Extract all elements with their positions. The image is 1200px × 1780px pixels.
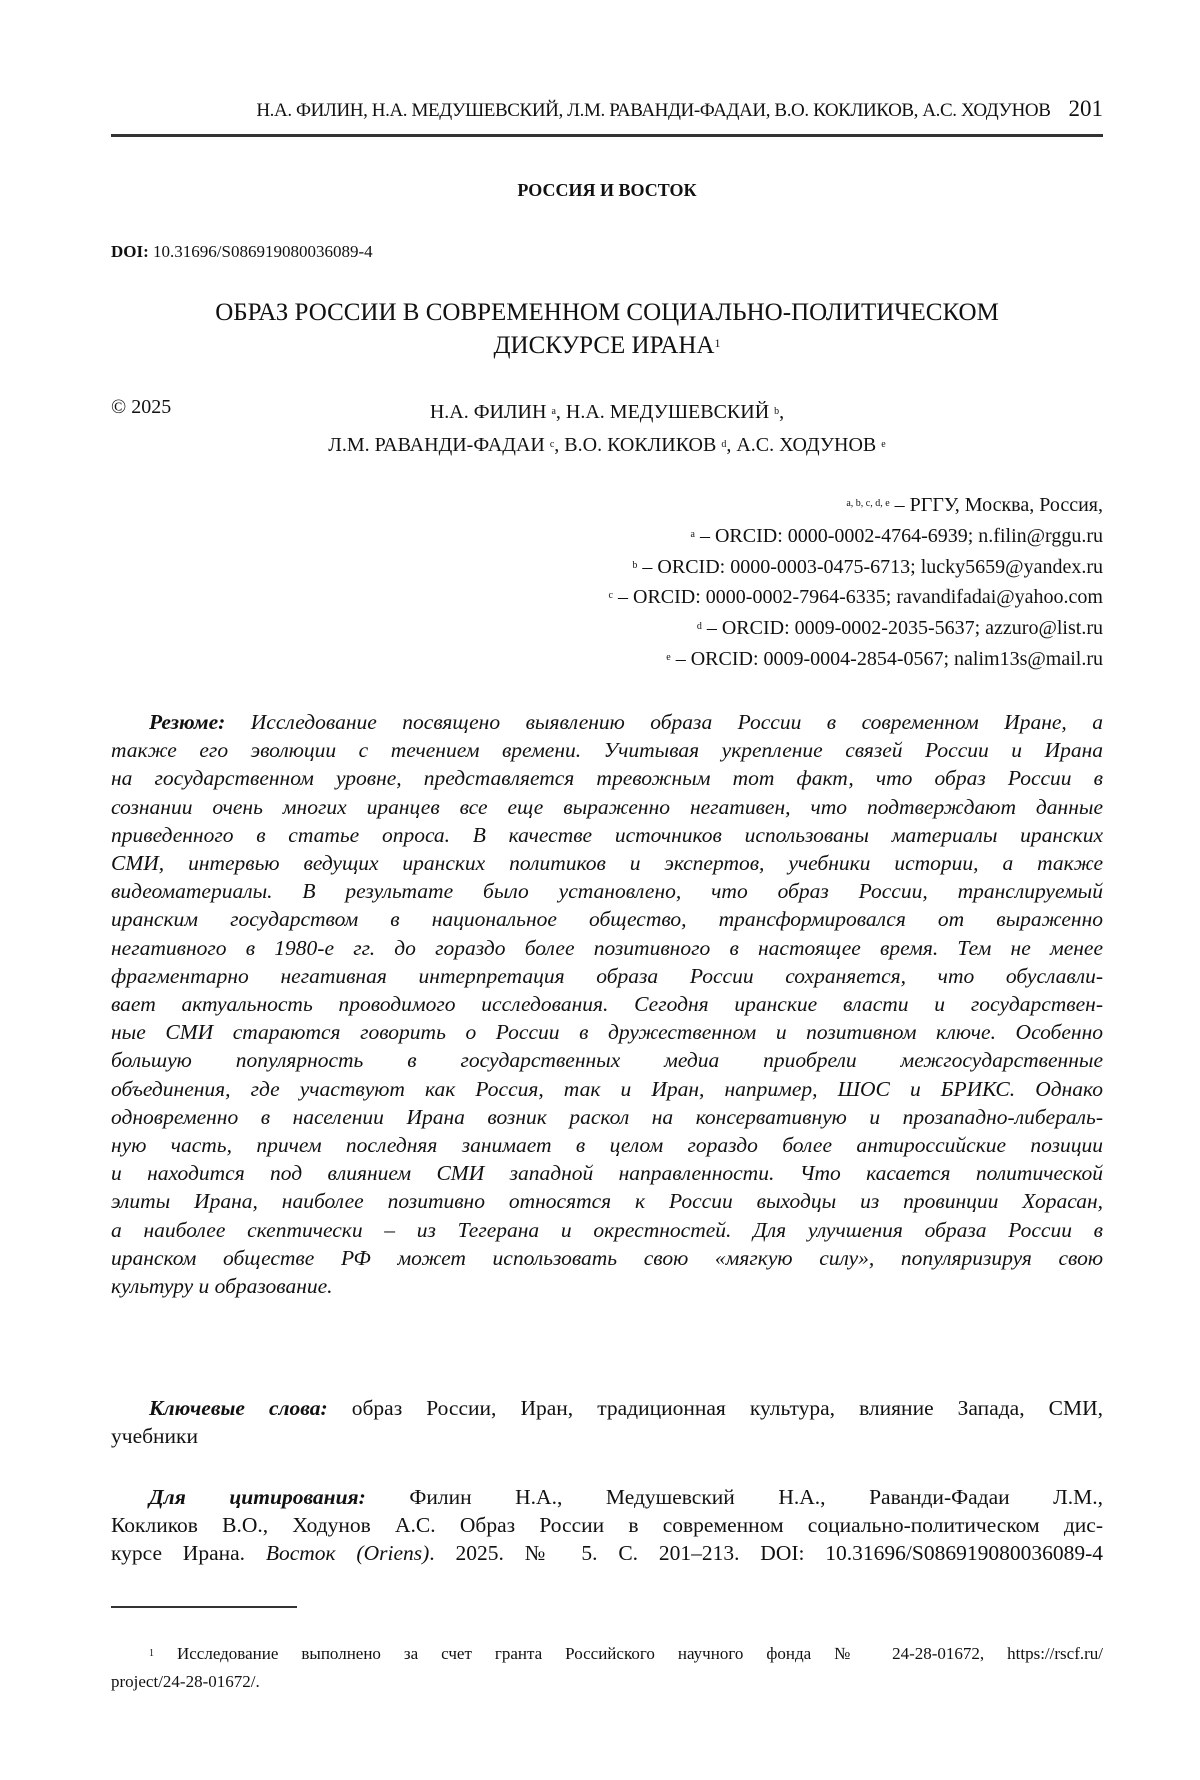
abstract-line: на государственном уровне, представляется тревожным тот факт, что образ России в (111, 764, 1103, 792)
author: Л.М. РАВАНДИ-ФАДАИ (328, 434, 545, 456)
abstract-line: иранском обществе РФ может использовать свою «мягкую силу», популяризируя свою (111, 1244, 1103, 1272)
affiliation-line (609, 552, 1103, 583)
abstract-line: вает актуальность проводимого исследования. Сегодня иранские власти и государствен- (111, 990, 1103, 1018)
footnote-rule (111, 1606, 297, 1608)
abstract-line: объединения, где участвуют как Россия, так и Иран, например, ШОС и БРИКС. Однако (111, 1075, 1103, 1103)
abstract-line: негативного в 1980-е гг. до гораздо более позитивного в настоящее время. Тем не менее (111, 934, 1103, 962)
affiliation-text: – ORCID: 0009-0004-2854-0567; nalim13s@mail.ru (676, 648, 1103, 670)
footnote (111, 1640, 1103, 1696)
abstract-line: видеоматериалы. В результате было установлено, что образ России, транслируемый (111, 877, 1103, 905)
title-line: ДИСКУРСЕ ИРАНА (494, 332, 715, 359)
affiliation-line (609, 582, 1103, 613)
author: А.С. ХОДУНОВ (736, 434, 876, 456)
citation (111, 1483, 1103, 1568)
copyright: © 2025 (111, 396, 171, 419)
abstract-line: и находится под влиянием СМИ западной направленности. Что касается политической (111, 1159, 1103, 1187)
affiliation-line (609, 490, 1103, 521)
affiliation-text: – ORCID: 0000-0003-0475-6713; lucky5659@yandex.ru (642, 556, 1103, 578)
abstract-label: Резюме: (149, 710, 225, 734)
author: Н.А. МЕДУШЕВСКИЙ (566, 401, 769, 423)
author: В.О. КОКЛИКОВ (564, 434, 716, 456)
footnote-mark: 1 (149, 1648, 154, 1659)
footnote-line[interactable]: project/24-28-01672/. (111, 1668, 1103, 1696)
citation-line (111, 1483, 1103, 1511)
abstract-line: ную часть, причем последняя занимает в целом гораздо более антироссийские позиции (111, 1131, 1103, 1159)
abstract-line: также его эволюции с течением времени. Учитывая укрепление связей России и Ирана (111, 736, 1103, 764)
keywords-line (111, 1394, 1103, 1422)
author-mark: b (774, 406, 779, 417)
author: Н.А. ФИЛИН (430, 401, 547, 423)
abstract-line: СМИ, интервью ведущих иранских политиков и экспертов, учебники истории, а также (111, 849, 1103, 877)
keywords-line: учебники (111, 1422, 1103, 1450)
citation-line: Кокликов В.О., Ходунов А.С. Образ России в современном социально-политическом дис- (111, 1511, 1103, 1539)
affiliation-mark: a (691, 529, 695, 540)
affiliation-line (609, 644, 1103, 675)
citation-text: Филин Н.А., Медушевский Н.А., Раванди-Фадаи Л.М., (366, 1485, 1103, 1509)
citation-text: курсе Ирана. (111, 1541, 266, 1565)
abstract-line: сознании очень многих иранцев все еще выраженно негативен, что подтверждают данные (111, 793, 1103, 821)
keywords-label: Ключевые слова: (149, 1396, 328, 1420)
abstract-line: а наиболее скептически – из Тегерана и окрестностей. Для улучшения образа России в (111, 1216, 1103, 1244)
authors: Н.А. ФИЛИН a, Н.А. МЕДУШЕВСКИЙ b, Л.М. РАВАНДИ-ФАДАИ c, В.О. КОКЛИКОВ d, А.С. ХОДУНОВ e (111, 396, 1103, 462)
doi-label: DOI: (111, 242, 149, 261)
affiliation-mark: e (666, 652, 670, 663)
footnote-mark[interactable]: 1 (714, 336, 720, 350)
article-title (111, 296, 1103, 362)
doi (111, 242, 373, 262)
citation-label: Для цитирования: (149, 1485, 366, 1509)
title-line: ОБРАЗ РОССИИ В СОВРЕМЕННОМ СОЦИАЛЬНО-ПОЛИТИЧЕСКОМ (111, 296, 1103, 329)
abstract-line: культуру и образование. (111, 1272, 1103, 1300)
affiliation-text: – ORCID: 0000-0002-7964-6335; ravandifadai@yahoo.com (618, 586, 1103, 608)
author-mark: e (881, 439, 885, 450)
abstract-line: одновременно в населении Ирана возник раскол на консервативную и прозападно-либераль- (111, 1103, 1103, 1131)
abstract-line: приведенного в статье опроса. В качестве источников использованы материалы иранских (111, 821, 1103, 849)
affiliation-mark: c (609, 590, 613, 601)
section-title: РОССИЯ И ВОСТОК (111, 180, 1103, 201)
author-mark: c (550, 439, 554, 450)
journal-name: Восток (Oriens) (266, 1541, 429, 1565)
abstract (111, 708, 1103, 1300)
abstract-line: элиты Ирана, наиболее позитивно относятся к России выходцы из провинции Хорасан, (111, 1187, 1103, 1215)
affiliation-mark: b (632, 560, 637, 571)
abstract-line: ные СМИ стараются говорить о России в дружественном и позитивном ключе. Особенно (111, 1018, 1103, 1046)
affiliation-text: – ORCID: 0009-0002-2035-5637; azzuro@list.ru (707, 617, 1103, 639)
page-number: 201 (1069, 96, 1104, 121)
citation-line (111, 1539, 1103, 1567)
affiliation-line (609, 613, 1103, 644)
abstract-line (111, 708, 1103, 736)
citation-text: . 2025. № 5. С. 201–213. DOI: 10.31696/S086919080036089-4 (429, 1541, 1103, 1565)
affiliation-mark: d (697, 621, 702, 632)
abstract-line: иранским государством в национальное общество, трансформировался от выраженно (111, 905, 1103, 933)
author-mark: a (551, 406, 555, 417)
affiliation-mark: a, b, c, d, e (846, 498, 889, 509)
affiliation-text: – РГГУ, Москва, Россия, (895, 494, 1103, 516)
author-mark: d (721, 439, 726, 450)
abstract-line: фрагментарно негативная интерпретация образа России сохраняется, что обуславли- (111, 962, 1103, 990)
footnote-line (111, 1640, 1103, 1668)
running-head (111, 96, 1103, 126)
keywords-text: образ России, Иран, традиционная культура, влияние Запада, СМИ, (328, 1396, 1103, 1420)
affiliation-line (609, 521, 1103, 552)
affiliations (609, 490, 1103, 675)
doi-value: 10.31696/S086919080036089-4 (153, 242, 373, 261)
abstract-text: Исследование посвящено выявлению образа России в современном Иране, а (225, 710, 1103, 734)
header-rule (111, 134, 1103, 137)
abstract-line: большую популярность в государственных медиа приобрели межгосударственные (111, 1046, 1103, 1074)
footnote-text[interactable]: Исследование выполнено за счет гранта Российского научного фонда № 24-28-01672, https://rscf.ru/ (154, 1644, 1103, 1663)
affiliation-text: – ORCID: 0000-0002-4764-6939; n.filin@rggu.ru (700, 525, 1103, 547)
running-head-authors: Н.А. ФИЛИН, Н.А. МЕДУШЕВСКИЙ, Л.М. РАВАНДИ-ФАДАИ, В.О. КОКЛИКОВ, А.С. ХОДУНОВ (256, 100, 1050, 121)
keywords (111, 1394, 1103, 1450)
